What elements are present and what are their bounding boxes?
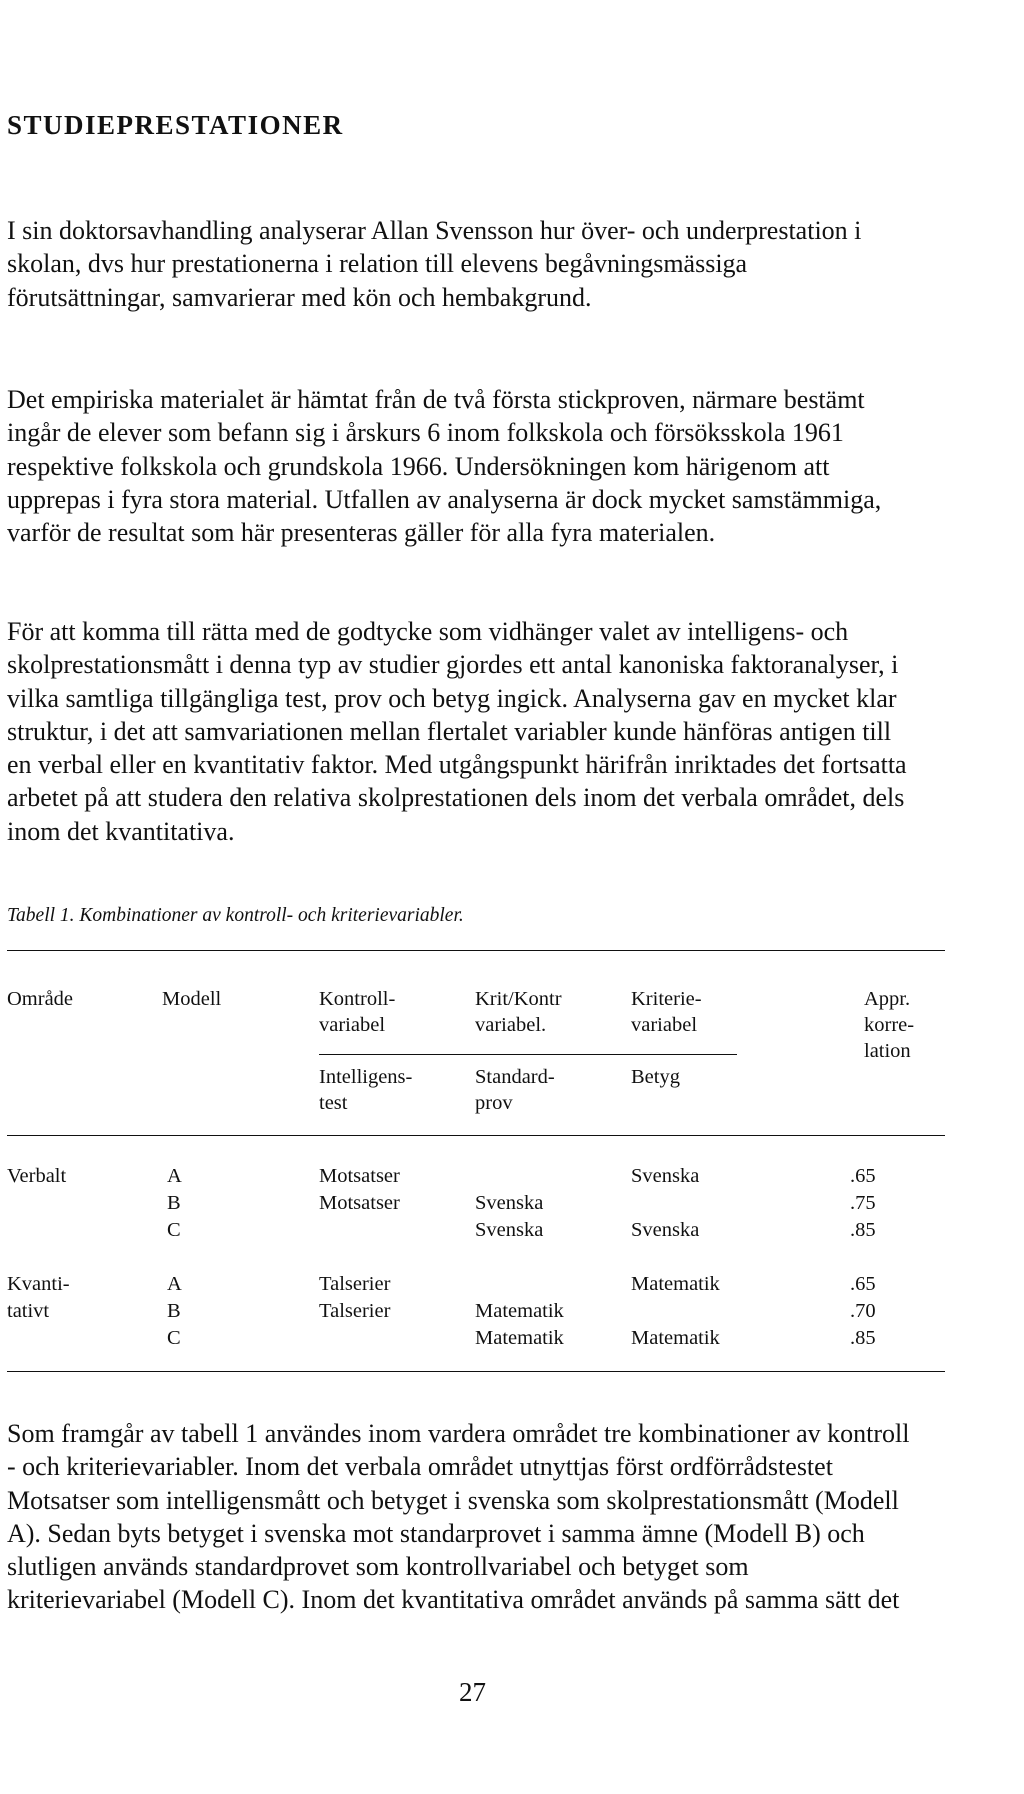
- header-kontroll-line1: Kontroll-: [319, 988, 396, 1010]
- header-kritkontr-line2: variabel.: [475, 1014, 547, 1036]
- area-label: Kvanti-: [7, 1273, 70, 1295]
- header-appr-line1: Appr.: [864, 988, 911, 1010]
- table-cell-appr: .70: [850, 1300, 876, 1322]
- header-appr-line2: korre-: [864, 1014, 915, 1036]
- header-appr-line3: lation: [864, 1040, 911, 1062]
- header-kritkontr-line1: Krit/Kontr: [475, 988, 562, 1010]
- table-bottom-rule: [7, 1371, 945, 1372]
- table-cell-appr: .85: [850, 1327, 876, 1349]
- table-cell-kontroll: Talserier: [319, 1300, 391, 1322]
- table-cell-kriterie: Matematik: [631, 1273, 720, 1295]
- header-betyg: Betyg: [631, 1066, 680, 1088]
- header-modell: Modell: [162, 988, 222, 1010]
- table-cell-modell: C: [167, 1219, 181, 1241]
- paragraph-4: Som framgår av tabell 1 användes inom vardera området tre kombinationer av kontroll - och kriterievariabler. Inom det verbala området utnyttjas först ordförrådstestet Motsatser som intelligensmått och betyget i svenska som skolprestationsmått (Modell A). Sedan byts betyget i svenska mot standarprovet i samma ämne (Modell B) och slutligen används standardprovet som kontrollvariabel och betyget som kriterievariabel (Modell C). Inom det kvantitativa området används på samma sätt det: [7, 1419, 910, 1615]
- area-label: tativt: [7, 1300, 50, 1322]
- table-cell-kontroll: Talserier: [319, 1273, 391, 1295]
- header-omrade: Område: [7, 988, 74, 1010]
- table-cell-kriterie: Matematik: [631, 1327, 720, 1349]
- table-cell-kritkontr: Svenska: [475, 1192, 544, 1214]
- table-cell-modell: B: [167, 1300, 181, 1322]
- header-sub-rule: [319, 1054, 737, 1055]
- header-kriterie-line1: Kriterie-: [631, 988, 702, 1010]
- table-cell-kritkontr: Matematik: [475, 1327, 564, 1349]
- table-cell-kontroll: Motsatser: [319, 1192, 400, 1214]
- paragraph-1: I sin doktorsavhandling analyserar Allan Svensson hur över- och underprestation i skolan, dvs hur prestationerna i relation till elevens begåvningsmässiga förutsättningar, samvarierar med kön och hembakgrund.: [7, 216, 862, 312]
- paragraph-2: Det empiriska materialet är hämtat från de två första stickproven, närmare bestämt ingår de elever som befann sig i årskurs 6 inom folkskola och försöksskola 1961 respektive folkskola och grundskola 1966. Undersökningen kom härigenom att upprepas i fyra stora material. Utfallen av analyserna är dock mycket samstämmiga, varför de resultat som här presenteras gäller för alla fyra materialen.: [7, 385, 882, 548]
- table-cell-appr: .65: [850, 1165, 876, 1187]
- paragraph-3: För att komma till rätta med de godtycke som vidhänger valet av intelligens- och skolprestationsmått i denna typ av studier gjordes ett antal kanoniska faktoranalyser, i vilka samtliga tillgängliga test, prov och betyg ingick. Analyserna gav en mycket klar struktur, i det att samvariationen mellan flertalet variabler kunde hänföras antigen till en verbal eller en kvantitativ faktor. Med utgångspunkt härifrån inriktades det fortsatta arbetet på att studera den relativa skolprestationen dels inom det verbala området, dels inom det kvantitativa.: [7, 617, 907, 846]
- table-cell-appr: .85: [850, 1219, 876, 1241]
- table-cell-modell: B: [167, 1192, 181, 1214]
- table-cell-kriterie: Svenska: [631, 1165, 700, 1187]
- table-cell-kritkontr: Svenska: [475, 1219, 544, 1241]
- table-cell-kritkontr: Matematik: [475, 1300, 564, 1322]
- header-standard-line2: prov: [475, 1092, 513, 1114]
- header-intelligens-line2: test: [319, 1092, 348, 1114]
- table-cell-kontroll: Motsatser: [319, 1165, 400, 1187]
- table-header-rule: [7, 1135, 945, 1136]
- table-cell-modell: A: [167, 1165, 182, 1187]
- header-intelligens-line1: Intelligens-: [319, 1066, 413, 1088]
- table-cell-kriterie: Svenska: [631, 1219, 700, 1241]
- table-top-rule: [7, 950, 945, 951]
- header-kontroll-line2: variabel: [319, 1014, 386, 1036]
- table-caption: Tabell 1. Kombinationer av kontroll- och kriterievariabler.: [7, 905, 464, 926]
- table-cell-modell: C: [167, 1327, 181, 1349]
- page-number: 27: [459, 1677, 486, 1707]
- table-cell-modell: A: [167, 1273, 182, 1295]
- table-cell-appr: .65: [850, 1273, 876, 1295]
- document-page: [7, 0, 967, 1794]
- table-cell-appr: .75: [850, 1192, 876, 1214]
- header-standard-line1: Standard-: [475, 1066, 555, 1088]
- header-kriterie-line2: variabel: [631, 1014, 698, 1036]
- area-label: Verbalt: [7, 1165, 67, 1187]
- section-heading: STUDIEPRESTATIONER: [7, 110, 344, 140]
